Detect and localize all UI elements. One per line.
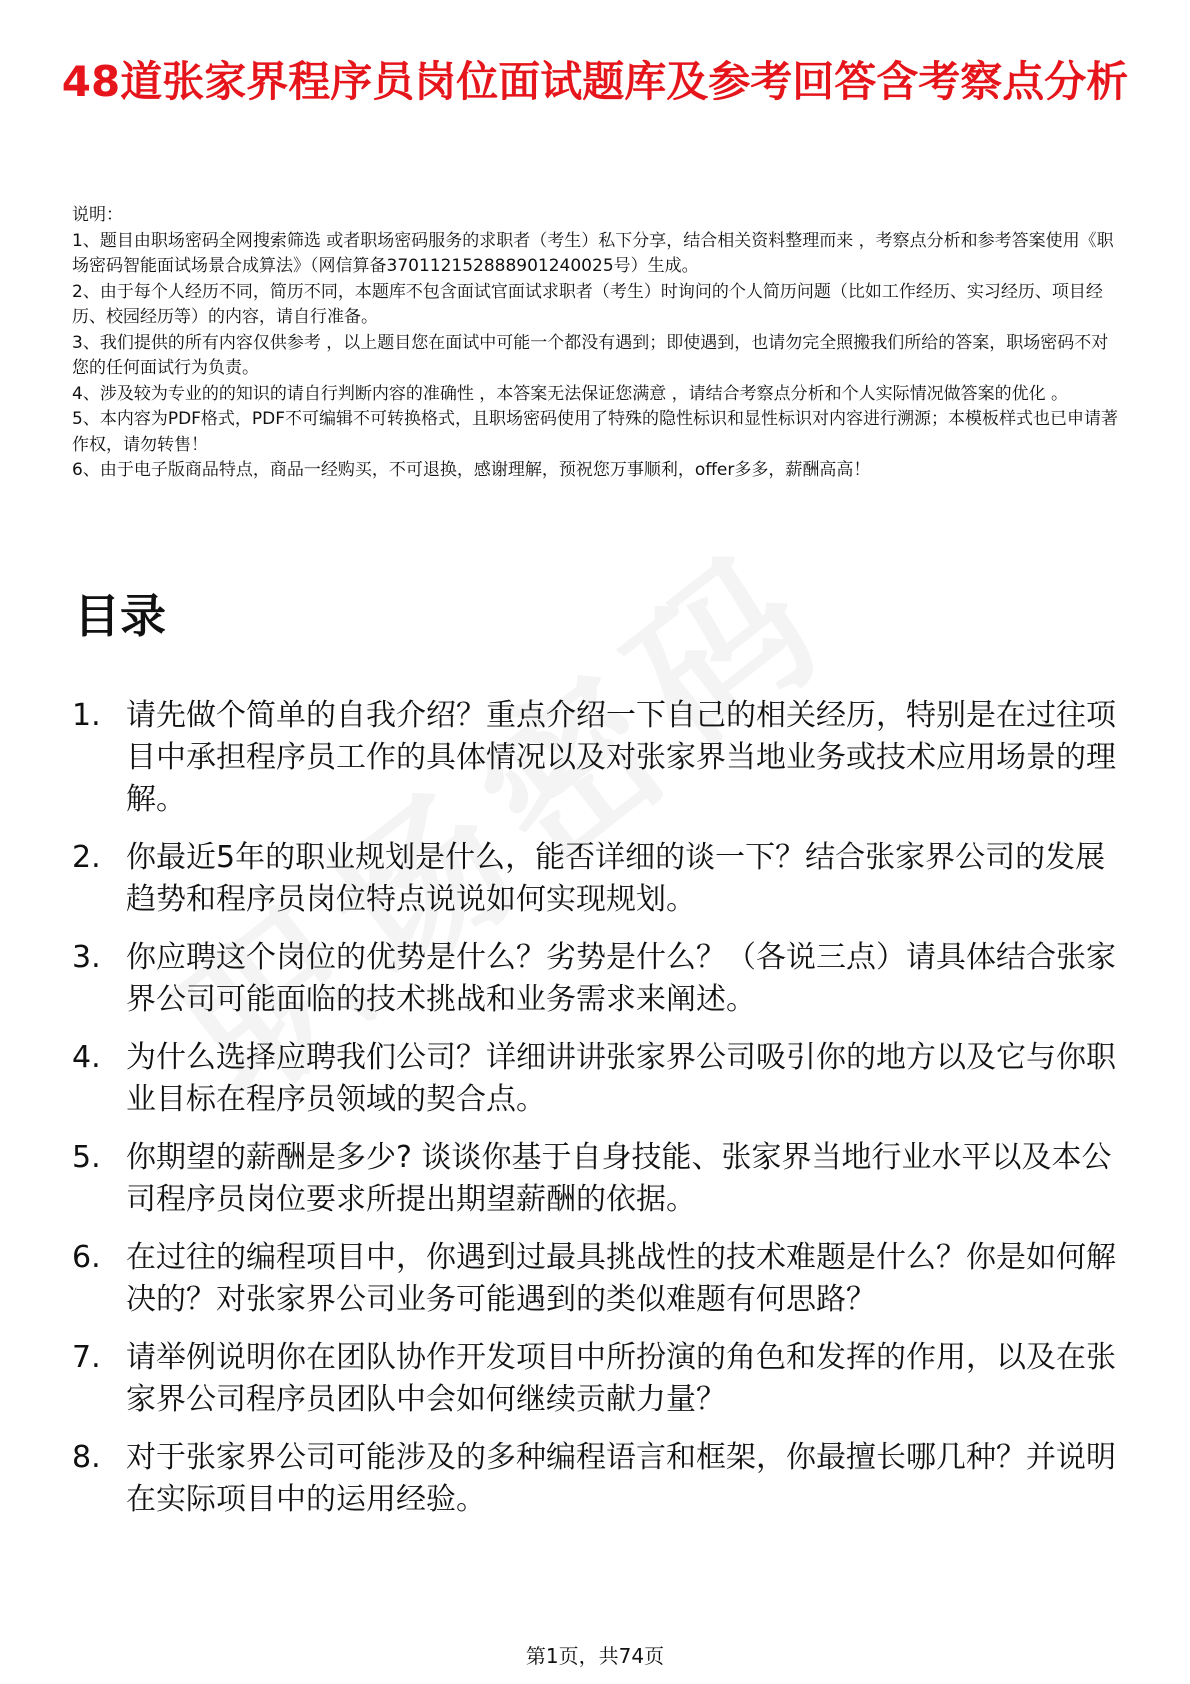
question-item[interactable] [72,1437,1132,1521]
question-number: 1. [72,698,101,733]
note-item: 6、由于电子版商品特点，商品一经购买，不可退换，感谢理解，预祝您万事顺利，offer多多，薪酬高高！ [72,460,871,480]
question-number: 8. [72,1440,101,1475]
question-text: 你最近5年的职业规划是什么，能否详细的谈一下？结合张家界公司的发展趋势和程序员岗位特点说说如何实现规划。 [126,840,1106,917]
question-text: 你应聘这个岗位的优势是什么？劣势是什么？（各说三点）请具体结合张家界公司可能面临的技术挑战和业务需求来阐述。 [126,940,1116,1017]
question-text: 为什么选择应聘我们公司？详细讲讲张家界公司吸引你的地方以及它与你职业目标在程序员领域的契合点。 [126,1040,1116,1117]
notes-section [72,203,1122,484]
question-item[interactable] [72,1037,1132,1121]
document-title: 48道张家界程序员岗位面试题库及参考回答含考察点分析 [61,57,1129,106]
note-item: 2、由于每个人经历不同，简历不同，本题库不包含面试官面试求职者（考生）时询问的个人简历问题（比如工作经历、实习经历、项目经历、校园经历等）的内容，请自行准备。 [72,281,1103,327]
question-item[interactable] [72,1137,1132,1221]
question-text: 请举例说明你在团队协作开发项目中所扮演的角色和发挥的作用，以及在张家界公司程序员团队中会如何继续贡献力量？ [126,1340,1116,1417]
question-number: 7. [72,1340,101,1375]
notes-heading: 说明： [72,205,123,225]
note-item: 5、本内容为PDF格式，PDF不可编辑不可转换格式，且职场密码使用了特殊的隐性标识和显性标识对内容进行溯源；本模板样式也已申请著作权，请勿转售！ [72,409,1119,455]
question-text: 请先做个简单的自我介绍？重点介绍一下自己的相关经历，特别是在过往项目中承担程序员工作的具体情况以及对张家界当地业务或技术应用场景的理解。 [126,698,1116,817]
note-item: 4、涉及较为专业的的知识的请自行判断内容的准确性 ，本答案无法保证您满意 ，请结合考察点分析和个人实际情况做答案的优化 。 [72,383,1069,404]
question-number: 6. [72,1240,101,1275]
page-footer: 第1页，共74页 [525,1644,665,1668]
question-text: 你期望的薪酬是多少? 谈谈你基于自身技能、张家界当地行业水平以及本公司程序员岗位要求所提出期望薪酬的依据。 [126,1140,1112,1217]
note-item: 3、我们提供的所有内容仅供参考 ，以上题目您在面试中可能一个都没有遇到；即使遇到，也请勿完全照搬我们所给的答案，职场密码不对您的任何面试行为负责。 [72,332,1109,378]
question-text: 对于张家界公司可能涉及的多种编程语言和框架，你最擅长哪几种？并说明在实际项目中的运用经验。 [126,1440,1116,1517]
question-item[interactable] [72,1337,1132,1421]
question-item[interactable] [72,695,1132,821]
question-item[interactable] [72,1237,1132,1321]
question-number: 4. [72,1040,101,1075]
question-number: 5. [72,1140,101,1175]
question-number: 3. [72,940,101,975]
question-item[interactable] [72,837,1132,921]
note-item: 1、题目由职场密码全网搜索筛选 或者职场密码服务的求职者（考生）私下分享，结合相关资料整理而来 ，考察点分析和参考答案使用《职场密码智能面试场景合成算法》（网信算备370112152888901240025号）生成。 [72,230,1114,276]
toc-heading: 目录 [74,589,166,643]
question-item[interactable] [72,937,1132,1021]
question-number: 2. [72,840,101,875]
question-text: 在过往的编程项目中，你遇到过最具挑战性的技术难题是什么？你是如何解决的？对张家界公司业务可能遇到的类似难题有何思路？ [126,1240,1116,1317]
question-list [72,695,1132,1537]
